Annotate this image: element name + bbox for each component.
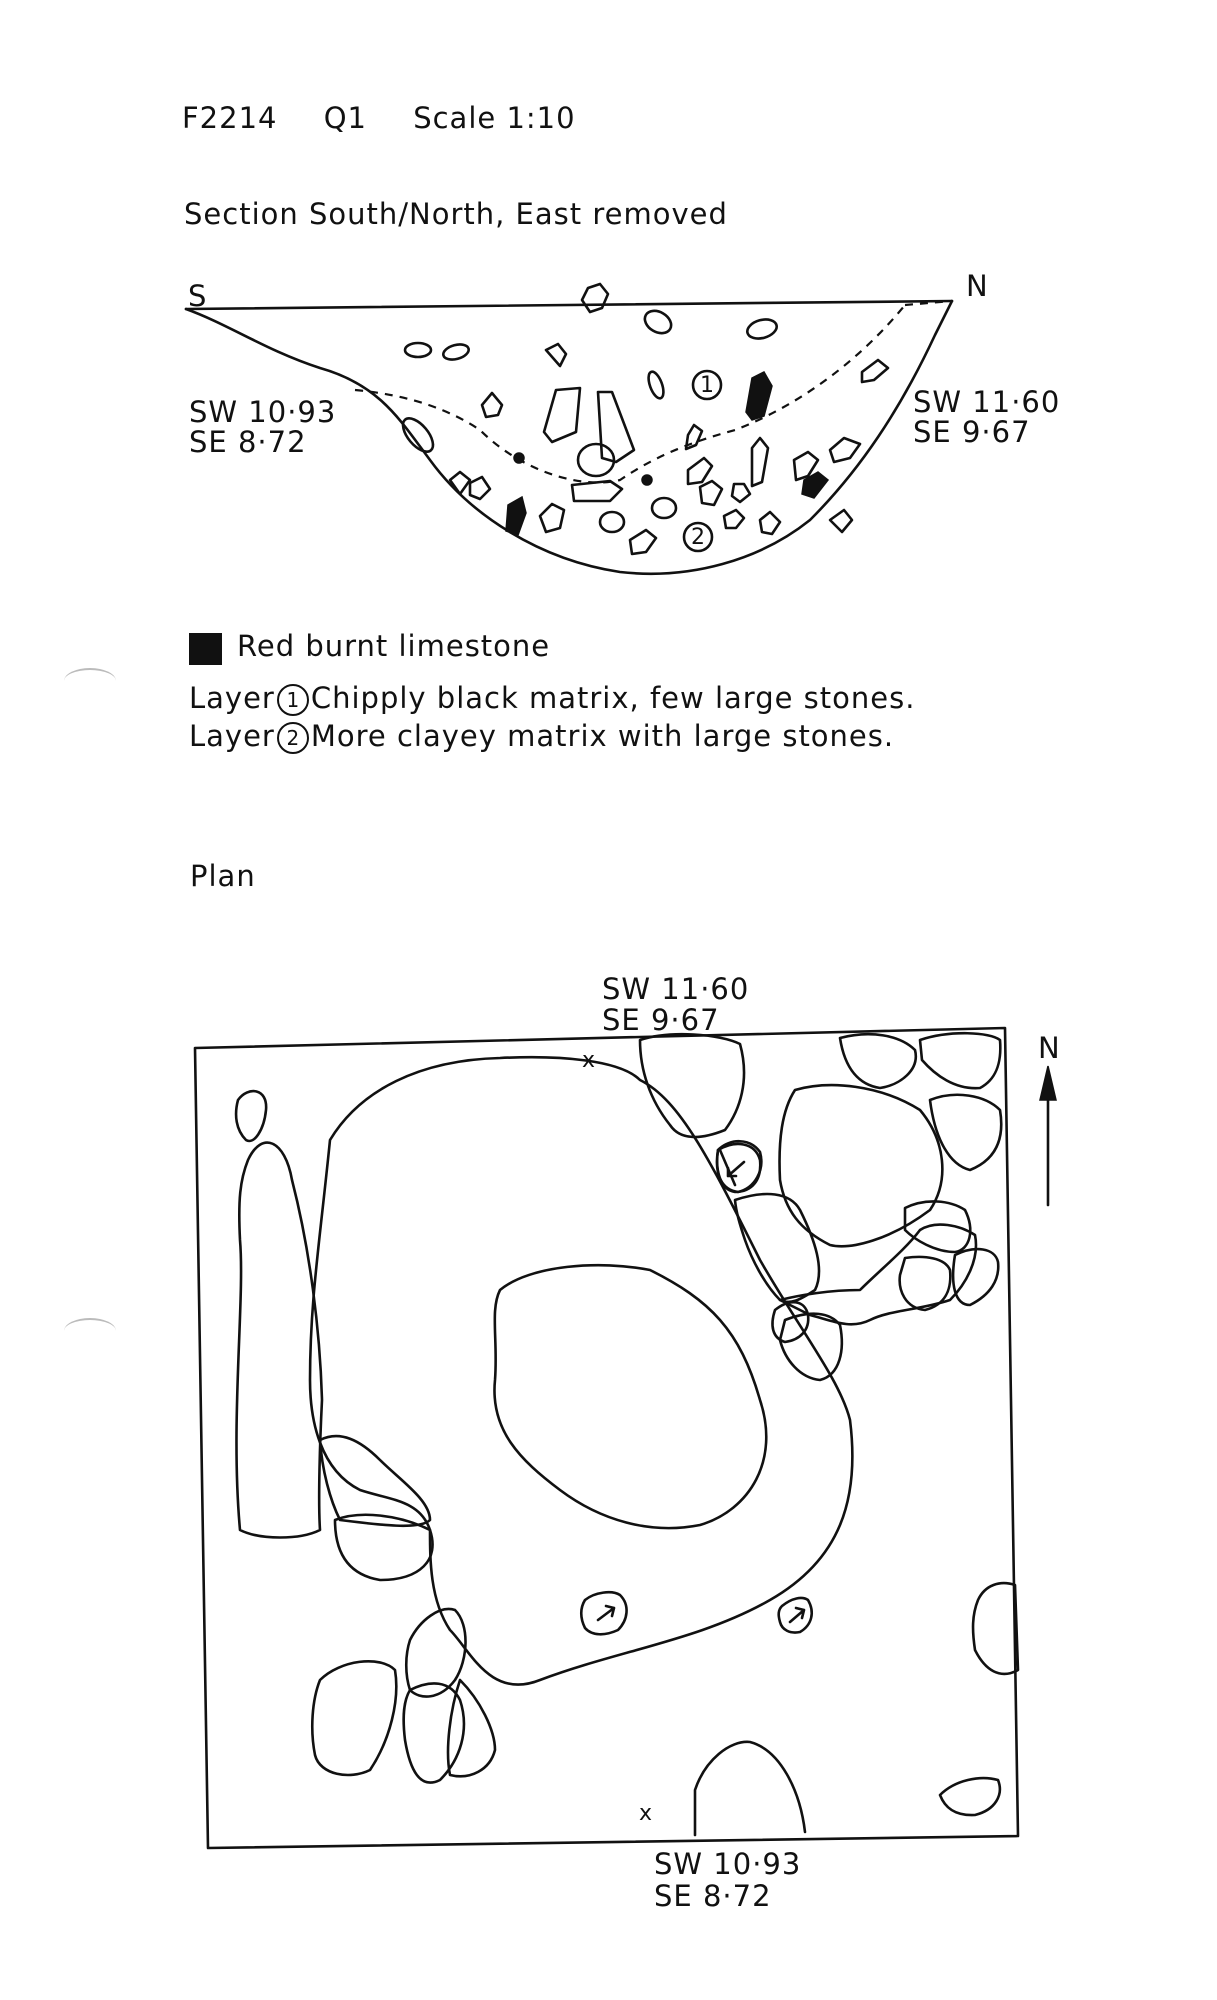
layer2-description: More clayey matrix with large stones. (310, 719, 895, 753)
plan-top-sw: SW 11·60 (602, 972, 750, 1006)
scan-edge-mark (64, 1318, 116, 1344)
layer2-marker: 2 (691, 525, 705, 550)
plan-stone (640, 1034, 744, 1137)
plan-stone (735, 1194, 819, 1302)
plan-stone (312, 1661, 396, 1775)
section-left-se: SE 8·72 (189, 425, 307, 459)
layer2-number: 2 (277, 722, 309, 754)
section-left-sw: SW 10·93 (189, 395, 337, 429)
scan-edge-mark (64, 668, 116, 694)
plan-top-se: SE 9·67 (602, 1003, 720, 1037)
plan-stone (940, 1778, 1000, 1815)
plan-stone (236, 1091, 266, 1141)
layer-word: Layer (189, 681, 275, 715)
north-arrow-head (1040, 1066, 1056, 1100)
plan-stone (236, 1143, 322, 1538)
section-title: Section South/North, East removed (184, 197, 728, 231)
arrow-icon (790, 1608, 804, 1622)
plan-stone (973, 1583, 1018, 1674)
plan-title: Plan (190, 859, 256, 893)
section-north-label: N (966, 269, 989, 303)
plan-stone (920, 1033, 1000, 1088)
scale-label: Scale 1:10 (413, 101, 576, 135)
arrow-icon (598, 1606, 614, 1620)
burnt-limestone-label: Red burnt limestone (237, 629, 551, 663)
pit-outer-edge (310, 1057, 852, 1684)
arrow-icon (728, 1162, 744, 1176)
section-south-label: S (188, 279, 208, 313)
plan-stone (779, 1598, 812, 1633)
layer1-number: 1 (277, 684, 309, 716)
plan-point-top: x (582, 1048, 597, 1073)
plan-stone (840, 1034, 916, 1088)
section-right-se: SE 9·67 (913, 415, 1031, 449)
layer-word: Layer (189, 719, 275, 753)
plan-stone (780, 1314, 842, 1380)
plan-stone (320, 1436, 430, 1526)
plan-north-label: N (1038, 1031, 1061, 1065)
pit-inner-edge (494, 1265, 766, 1528)
plan-stone (695, 1742, 805, 1835)
layer1-description: Chipply black matrix, few large stones. (310, 681, 916, 715)
plan-bottom-sw: SW 10·93 (654, 1847, 802, 1881)
plan-bottom-se: SE 8·72 (654, 1879, 772, 1913)
plan-stone (581, 1592, 626, 1634)
plan-point-bottom: x (639, 1801, 654, 1826)
feature-number: F2214 (182, 101, 278, 135)
plan-stone (780, 1085, 943, 1246)
layer1-marker: 1 (700, 373, 714, 398)
quadrant-label: Q1 (323, 101, 367, 135)
section-right-sw: SW 11·60 (913, 385, 1061, 419)
